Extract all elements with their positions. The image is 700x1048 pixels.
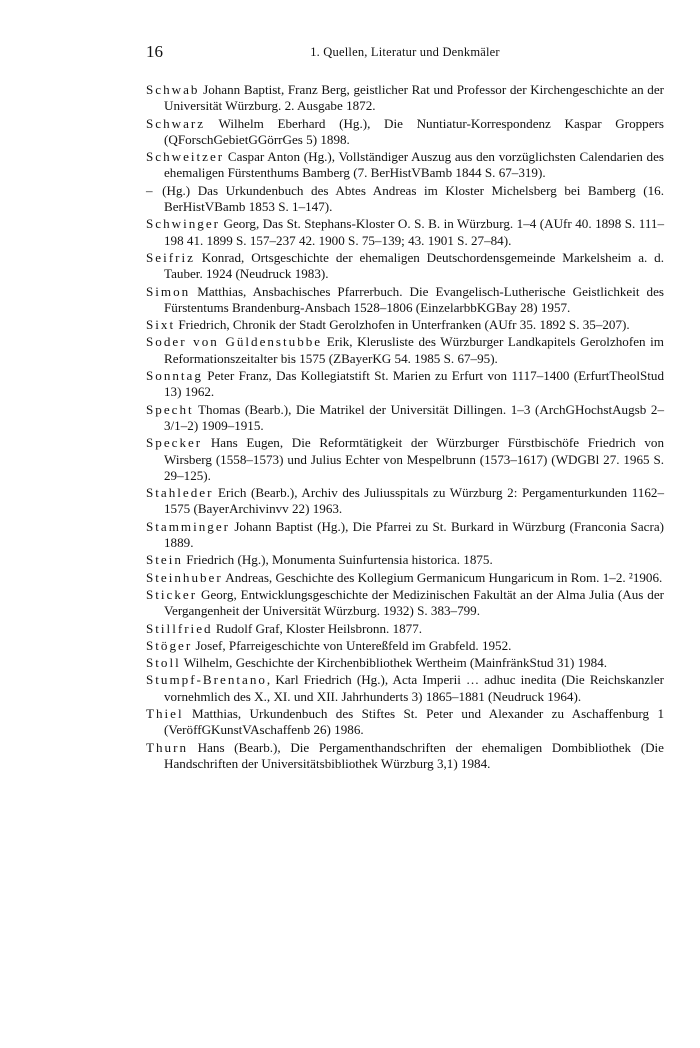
bibliography-entry	[146, 183, 664, 216]
bibliography-entry	[146, 655, 664, 671]
entry-author: Specker	[146, 435, 203, 451]
page-header	[146, 42, 664, 64]
bibliography-entry	[146, 621, 664, 637]
entry-text: Peter Franz, Das Kollegiatstift St. Marien zu Erfurt von 1117–1400 (ErfurtTheolStud 13) 1962.	[164, 368, 664, 400]
bibliography-entry	[146, 435, 664, 484]
bibliography-entry	[146, 706, 664, 739]
entry-author: Stöger	[146, 637, 193, 653]
entry-author: Seifriz	[146, 249, 195, 265]
entry-text: Andreas, Geschichte des Kollegium Germanicum Hungaricum in Rom. 1–2. ²1906.	[222, 569, 663, 585]
bibliography-entry	[146, 672, 664, 705]
entry-text: Erik, Klerusliste des Würzburger Landkapitels Gerolzhofen im Reformationszeitalter bis 1575 (ZBayerKG 54. 1985 S. 67–95).	[164, 334, 664, 366]
entry-text: Matthias, Urkundenbuch des Stiftes St. Peter und Alexander zu Aschaffenburg 1 (VeröffGKunstVAschaffenb 26) 1986.	[164, 705, 664, 738]
entry-author: Stillfried	[146, 620, 213, 636]
entry-author: Specht	[146, 401, 194, 417]
entry-author: Soder von Güldenstubbe	[146, 334, 323, 350]
bibliography-entry	[146, 82, 664, 115]
bibliography-entry	[146, 740, 664, 773]
entry-author: Schwarz	[146, 115, 206, 131]
entry-author: Stein	[146, 552, 183, 568]
entry-author: Stumpf-Brentano	[146, 672, 267, 688]
entry-author: Thurn	[146, 739, 188, 755]
bibliography-entry	[146, 116, 664, 149]
entry-text: Georg, Entwicklungsgeschichte der Medizinischen Fakultät an der Alma Julia (Aus der Vergangenheit der Universität Würzburg. 1932) S. 383–799.	[164, 586, 664, 619]
entry-author: –	[146, 182, 155, 198]
entry-author: Sixt	[146, 317, 176, 333]
bibliography-entry	[146, 368, 664, 401]
entry-text: Friedrich, Chronik der Stadt Gerolzhofen in Unterfranken (AUfr 35. 1892 S. 35–207).	[175, 317, 630, 333]
bibliography-entry	[146, 485, 664, 518]
page-number: 16	[146, 42, 163, 61]
bibliography-entry	[146, 149, 664, 182]
entry-author: Simon	[146, 283, 191, 299]
entry-text: Erich (Bearb.), Archiv des Juliusspitals zu Würzburg 2: Pergamenturkunden 1162–1575 (BayerArchivinvv 22) 1963.	[164, 485, 664, 517]
bibliography-list	[146, 82, 664, 773]
entry-author: Steinhuber	[146, 569, 223, 585]
bibliography-entry	[146, 317, 664, 333]
entry-text: Wilhelm Eberhard (Hg.), Die Nuntiatur-Korrespondenz Kaspar Groppers (QForschGebietGGörrGes 5) 1898.	[164, 115, 664, 147]
bibliography-entry	[146, 284, 664, 317]
bibliography-entry	[146, 570, 664, 586]
entry-author: Sonntag	[146, 368, 203, 384]
entry-text: Matthias, Ansbachisches Pfarrerbuch. Die Evangelisch-Lutherische Geistlichkeit des Fürstentums Brandenburg-Ansbach 1528–1806 (EinzelarbbKGBay 28) 1957.	[164, 283, 664, 315]
bibliography-entry	[146, 519, 664, 552]
entry-text: Josef, Pfarreigeschichte von Untereßfeld im Grabfeld. 1952.	[192, 637, 512, 653]
entry-text: Caspar Anton (Hg.), Vollständiger Auszug aus den vorzüglichsten Calendarien des ehemaligen Fürstenthums Bamberg (7. BerHistVBamb 1844 S. 67–319).	[164, 149, 664, 181]
entry-text: Konrad, Ortsgeschichte der ehemaligen Deutschordensgemeinde Markelsheim a. d. Tauber. 1924 (Neudruck 1983).	[164, 249, 664, 282]
entry-author: Schweitzer	[146, 149, 225, 165]
entry-author: Stoll	[146, 655, 181, 671]
entry-author: Schwinger	[146, 216, 221, 232]
entry-text: Rudolf Graf, Kloster Heilsbronn. 1877.	[212, 620, 423, 636]
entry-author: Sticker	[146, 586, 198, 602]
entry-text: Johann Baptist, Franz Berg, geistlicher Rat und Professor der Kirchengeschichte an der Universität Würzburg. 2. Ausgabe 1872.	[164, 82, 664, 114]
entry-text: Hans (Bearb.), Die Pergamenthandschriften der ehemaligen Dombibliothek (Die Handschriften der Universitätsbibliothek Würzburg 3,1) 1984.	[164, 739, 664, 771]
entry-text: , Karl Friedrich (Hg.), Acta Imperii … adhuc inedita (Die Reichskanzler vornehmlich des X., XI. und XII. Jahrhunderts 3) 1865–1881 (Neudruck 1964).	[164, 672, 664, 704]
entry-text: (Hg.) Das Urkundenbuch des Abtes Andreas im Kloster Michelsberg bei Bamberg (16. BerHistVBamb 1853 S. 1–147).	[154, 182, 664, 215]
entry-author: Stamminger	[146, 518, 231, 534]
entry-author: Thiel	[146, 705, 184, 721]
running-head: 1. Quellen, Literatur und Denkmäler	[310, 45, 500, 59]
entry-text: Thomas (Bearb.), Die Matrikel der Universität Dillingen. 1–3 (ArchGHochstAugsb 2–3/1–2) 1909–1915.	[164, 401, 664, 433]
entry-author: Stahleder	[146, 485, 214, 501]
bibliography-entry	[146, 334, 664, 367]
entry-text: Hans Eugen, Die Reformtätigkeit der Würzburger Fürstbischöfe Friedrich von Wirsberg (1558–1573) und Julius Echter von Mespelbrunn (1573–1617) (WDGBl 27. 1965 S. 29–125).	[164, 435, 664, 483]
bibliography-entry	[146, 587, 664, 620]
entry-author: Schwab	[146, 82, 200, 97]
bibliography-entry	[146, 552, 664, 568]
entry-text: Wilhelm, Geschichte der Kirchenbibliothek Wertheim (MainfränkStud 31) 1984.	[180, 655, 608, 671]
bibliography-entry	[146, 638, 664, 654]
bibliography-entry	[146, 216, 664, 249]
bibliography-entry	[146, 402, 664, 435]
bibliography-entry	[146, 250, 664, 283]
entry-text: Friedrich (Hg.), Monumenta Suinfurtensia historica. 1875.	[182, 552, 493, 568]
entry-text: Johann Baptist (Hg.), Die Pfarrei zu St. Burkard in Würzburg (Franconia Sacra) 1889.	[164, 518, 664, 551]
entry-text: Georg, Das St. Stephans-Kloster O. S. B. in Würzburg. 1–4 (AUfr 40. 1898 S. 111–198 41. 1899 S. 157–237 42. 1900 S. 75–139; 43. 1901 S. 27–84).	[164, 216, 664, 248]
